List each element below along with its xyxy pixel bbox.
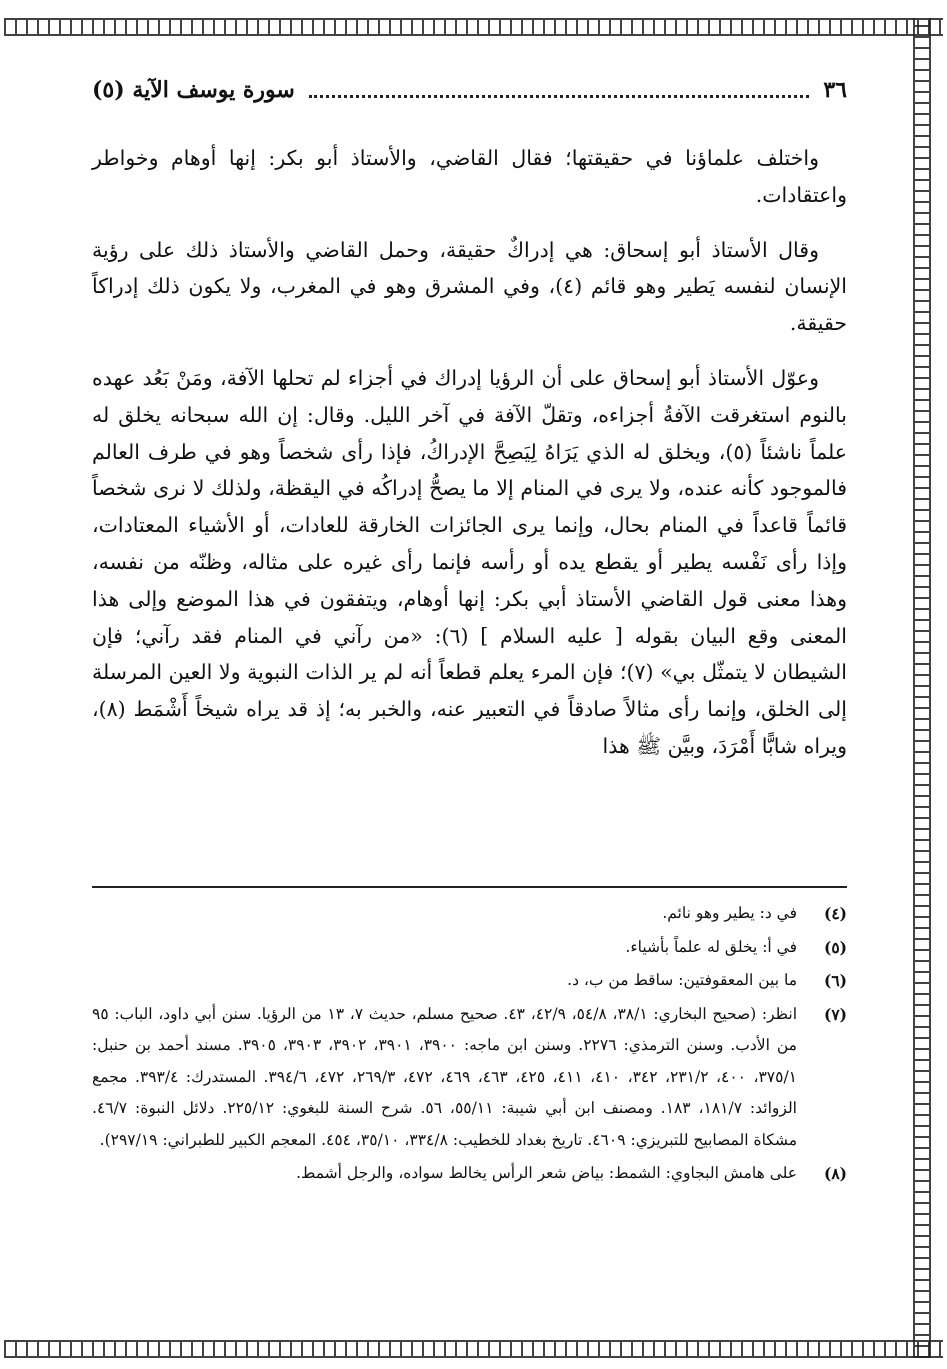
footnote-number: (٦) xyxy=(823,971,847,990)
footnote xyxy=(92,898,847,930)
footnote-text: على هامش البجاوي: الشمط: بياض شعر الرأس يخالط سواده، والرجل أشمط. xyxy=(296,1164,797,1182)
footnote-number: (٤) xyxy=(823,904,847,923)
decorative-border-right xyxy=(913,18,931,1358)
footnote-text: انظر: (صحيح البخاري: ٣٨/١، ٥٤/٨، ٤٢/٩، ٤٣. صحيح مسلم، حديث ٧، ١٣ من الرؤيا. سنن أبي داود، الباب: ٩٥ من الأدب. وسنن الترمذي: ٢٢٧٦. وسنن ابن ماجه: ٣٩٠٠، ٣٩٠١، ٣٩٠٢، ٣٩٠٣، ٣٩٠٥. مسند أحمد بن حنبل: ٣٧٥/١، ٤٠٠، ٢٣١/٢، ٣٤٢، ٤١٠، ٤١١، ٤٢٥، ٤٦٣، ٤٦٩، ٤٧٢، ٢٦٩/٣، ٤٧٢، ٣٩٤/٦. المستدرك: ٣٩٣/٤. مجمع الزوائد: ١٨١/٧، ١٨٣. ومصنف ابن أبي شيبة: ٥٥/١١، ٥٦. شرح السنة للبغوي: ٢٢٥/١٢. دلائل النبوة: ٤٦/٧. مشكاة المصابيح للتبريزي: ٤٦٠٩. تاريخ بغداد للخطيب: ٣٣٤/٨، ٣٥/١٠، ٤٥٤. المعجم الكبير للطبراني: ٢٩٧/١٩). xyxy=(92,1004,798,1149)
footnote xyxy=(92,932,847,964)
page-number: ٣٦ xyxy=(823,77,847,103)
footnote-text: في د: يطير وهو نائم. xyxy=(662,904,797,922)
decorative-border-bottom xyxy=(4,1340,943,1358)
paragraph: واختلف علماؤنا في حقيقتها؛ فقال القاضي، والأستاذ أبو بكر: إنها أوهام وخواطر واعتقادات. xyxy=(92,146,847,207)
footnotes xyxy=(92,898,847,1192)
main-text xyxy=(92,140,847,783)
decorative-border-top xyxy=(4,18,943,36)
header-dot-leader xyxy=(309,83,810,98)
footnote-text: ما بين المعقوفتين: ساقط من ب، د. xyxy=(567,971,797,989)
page-header xyxy=(92,70,847,110)
footnote xyxy=(92,965,847,997)
footnote-separator xyxy=(92,886,847,888)
footnote-text: في أ: يخلق له علماً بأشياء. xyxy=(625,937,797,956)
footnote xyxy=(92,999,847,1157)
footnote-number: (٥) xyxy=(823,937,847,957)
paragraph: وقال الأستاذ أبو إسحاق: هي إدراكٌ حقيقة، وحمل القاضي والأستاذ ذلك على رؤية الإنسان لنفسه يَطير وهو قائم (٤)، وفي المشرق وهو في المغرب، ولا يكون ذلك إدراكاً حقيقة. xyxy=(92,237,848,336)
footnote xyxy=(92,1158,847,1190)
section-title: سورة يوسف الآية (٥) xyxy=(92,77,295,103)
footnote-number: (٧) xyxy=(823,1004,847,1024)
paragraph: وعوّل الأستاذ أبو إسحاق على أن الرؤيا إدراك في أجزاء لم تحلها الآفة، ومَنْ بَعُد عهده بالنوم استغرقت الآفةُ أجزاءه، وتقلّ الآفة في آخر الليل. وقال: إن الله سبحانه يخلق له علماً ناشئاً (٥)، ويخلق له الذي يَرَاهُ لِيَصِحَّ الإدراكُ، فإذا رأى شخصاً وهو في طرف العالم فالموجود كأنه عنده، ولا يرى في المنام إلا ما يصحُّ إدراكُه في اليقظة، ولذلك لا نرى شخصاً قائماً قاعداً في المنام بحال، وإنما يرى الجائزات الخارقة للعادات، أو الأشياء المعتادات، وإذا رأى نَفْسه يطير أو يقطع يده أو رأسه فإنما رأى غيره على مثاله، وظنّه من نفسه، وهذا معنى قول القاضي الأستاذ أبي بكر: إنها أوهام، ويتفقون في هذا الموضع وإلى هذا المعنى وقع البيان بقوله [ عليه السلام ] (٦): «من رآني في المنام فقد رآني؛ فإن الشيطان لا يتمثّل بي» (٧)؛ فإن المرء يعلم قطعاً أنه لم ير الذات النبوية ولا العين المرسلة إلى الخلق، وإنما رأى مثالاً صادقاً في التعبير عنه، والخبر به؛ إذ قد يراه شيخاً أَشْمَط (٨)، ويراه شابًّا أَمْرَدَ، وبيَّن ﷺ هذا xyxy=(92,365,848,758)
footnote-number: (٨) xyxy=(823,1164,847,1183)
